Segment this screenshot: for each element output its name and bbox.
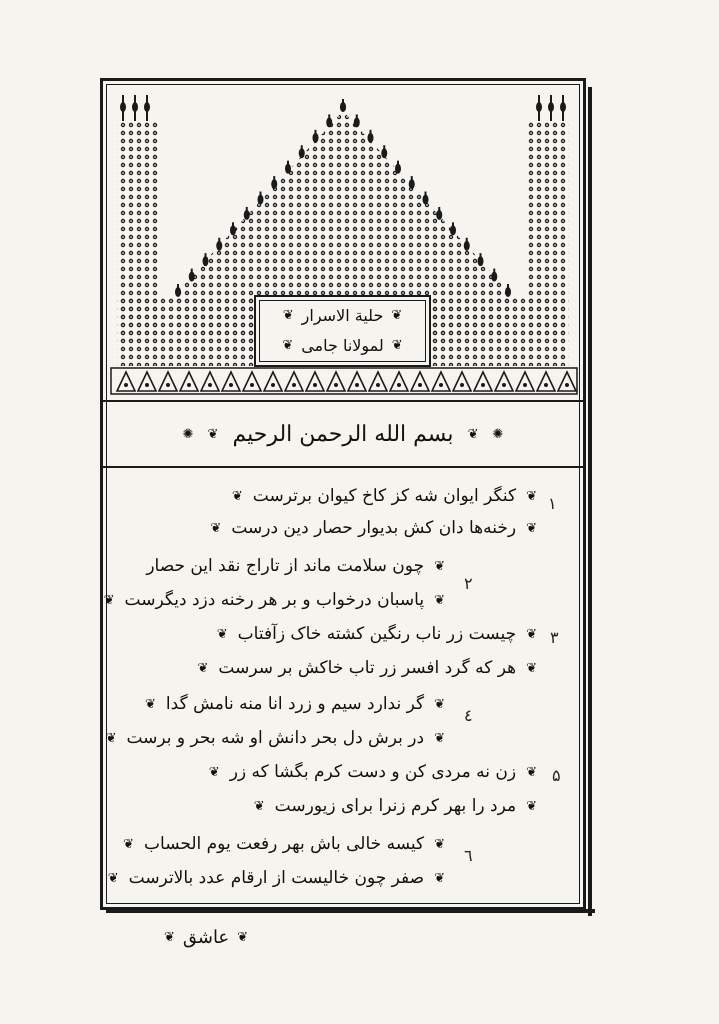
basmala: بسم الله الرحمن الرحیم — [232, 421, 454, 447]
verse-line — [108, 868, 445, 888]
verse-text: زن نه مردی کن و دست کرم بگشا که زر — [229, 762, 517, 782]
signature — [146, 918, 266, 956]
verse-text: کنگر ایوان شه کز کاخ کیوان برترست — [252, 486, 517, 506]
verse-text: کیسه خالی باش بهر رفعت یوم الحساب — [144, 834, 425, 854]
ornament-icon: ❦ — [526, 520, 537, 536]
ornament-icon: ❦ — [434, 696, 445, 712]
ornament-icon: ❦ — [526, 798, 537, 814]
verse-line — [104, 590, 445, 610]
ornament-icon: ❦ — [434, 558, 445, 574]
verse-line — [210, 518, 537, 538]
verse-line — [232, 486, 537, 506]
verse-number: ٦ — [464, 846, 473, 865]
title-line-1 — [283, 301, 402, 331]
ornament-icon: ❦ — [231, 488, 243, 504]
verse-line — [146, 556, 445, 576]
verse-line — [217, 624, 537, 644]
verse-line — [209, 762, 537, 782]
ornament-icon: ❦ — [467, 426, 479, 442]
verse-line — [145, 694, 445, 714]
ornament-icon: ❦ — [103, 592, 115, 608]
verse-number: ٤ — [464, 706, 473, 725]
title-line-2 — [282, 331, 402, 361]
ornament-icon: ❦ — [434, 592, 445, 608]
ornament-icon: ❦ — [163, 929, 175, 945]
verse-line — [106, 728, 445, 748]
verse-text: رخنه‌ها دان کش بدیوار حصار دین درست — [231, 518, 517, 538]
verse-text: در برش دل بحر دانش او شه بحر و برست — [126, 728, 425, 748]
ornament-icon: ❦ — [208, 764, 220, 780]
ornament-icon: ❦ — [526, 764, 537, 780]
ornament-icon: ❦ — [391, 338, 403, 353]
verse-line — [123, 834, 445, 854]
verse-number: ۲ — [464, 574, 473, 593]
basmala-row — [103, 402, 583, 466]
ornament-icon: ❦ — [526, 488, 537, 504]
verse-text: گر ندارد سیم و زرد انا منه نامش گدا — [165, 694, 425, 714]
star-icon: ✺ — [182, 426, 194, 442]
ornament-icon: ❦ — [526, 660, 537, 676]
verse-number: ۱ — [548, 494, 557, 513]
star-icon: ✺ — [492, 426, 504, 442]
verse-text: چون سلامت ماند از تاراج نقد این حصار — [146, 556, 425, 576]
signature-text: عاشق — [182, 926, 230, 948]
ornament-icon: ❦ — [391, 308, 403, 323]
ornament-icon: ❦ — [282, 338, 294, 353]
ornament-icon: ❦ — [526, 626, 537, 642]
ornament-icon: ❦ — [282, 308, 294, 323]
ornament-icon: ❦ — [434, 730, 445, 746]
ornament-icon: ❦ — [253, 798, 265, 814]
divider-bottom — [103, 466, 583, 468]
frame-shadow — [106, 909, 595, 913]
verse-text: مرد را بهر کرم زنرا برای زیورست — [274, 796, 517, 816]
ornament-icon: ❦ — [434, 836, 445, 852]
verse-number: ۳ — [550, 628, 559, 647]
verse-text: پاسبان درخواب و بر هر رخنه دزد دیگرست — [124, 590, 425, 610]
ornament-icon: ❦ — [145, 696, 156, 712]
title-box — [254, 295, 431, 367]
ornament-icon: ❦ — [107, 870, 119, 886]
ornament-icon: ❦ — [123, 836, 135, 852]
ornament-icon: ❦ — [216, 626, 228, 642]
book-title: حلیة الاسرار — [301, 306, 384, 325]
verse-text: صفر چون خالیست از ارقام عدد بالاترست — [128, 868, 425, 888]
verse-text: هر که گرد افسر زر تاب خاکش بر سرست — [218, 658, 517, 678]
ornament-icon: ❦ — [207, 426, 219, 442]
verse-number: ۵ — [552, 766, 561, 785]
verse-line — [254, 796, 537, 816]
verse-line — [198, 658, 538, 678]
author-name: لمولانا جامی — [301, 336, 384, 355]
ornament-icon: ❦ — [105, 730, 117, 746]
ornament-icon: ❦ — [237, 929, 249, 945]
ornament-icon: ❦ — [210, 520, 222, 536]
ornament-icon: ❦ — [197, 660, 209, 676]
verse-text: چیست زر ناب رنگین کشته خاک زآفتاب — [237, 624, 517, 644]
ornament-icon: ❦ — [434, 870, 445, 886]
